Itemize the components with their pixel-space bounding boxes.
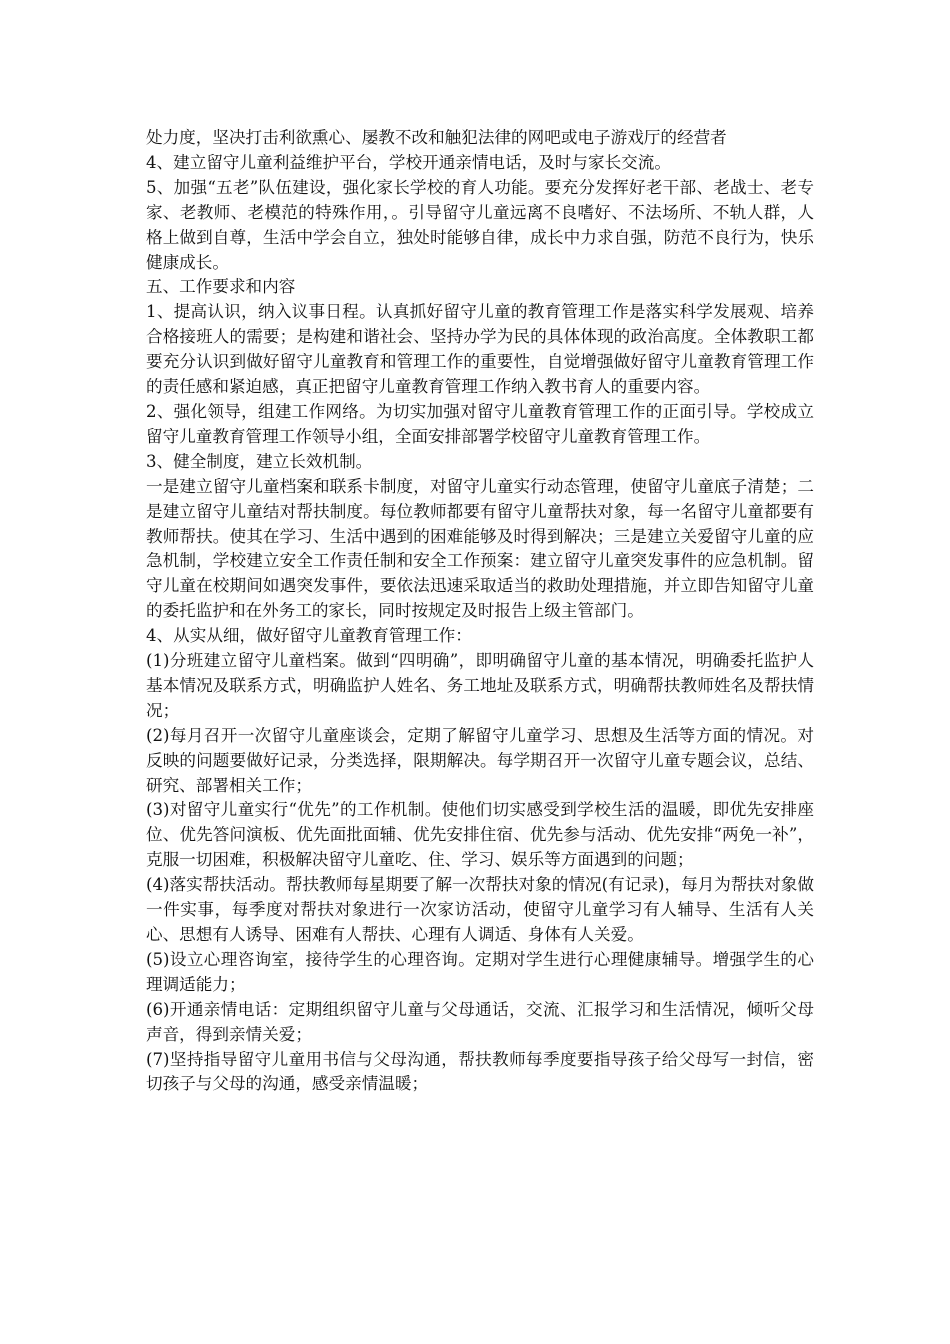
paragraph-enforcement-continued: 处力度，坚决打击利欲熏心、屡教不改和触犯法律的网吧或电子游戏厅的经营者: [146, 128, 727, 147]
list-item-3-priority: (3)对留守儿童实行“优先”的工作机制。使他们切实感受到学校生活的温暖，即优先安排座位、优先答问演板、优先面批面辅、优先安排住宿、优先参与活动、优先安排“两免一补”，克服一切困难，积极解决留守儿童吃、住、学习、娱乐等方面遇到的问题；: [146, 800, 814, 870]
list-item-2-meetings: (2)每月召开一次留守儿童座谈会，定期了解留守儿童学习、思想及生活等方面的情况。对反映的问题要做好记录，分类选择，限期解决。每学期召开一次留守儿童专题会议，总结、研究、部署相关工作；: [146, 725, 814, 795]
list-item-4-assistance: (4)落实帮扶活动。帮扶教师每星期要了解一次帮扶对象的情况(有记录)，每月为帮扶对象做一件实事，每季度对帮扶对象进行一次家访活动，使留守儿童学习有人辅导、生活有人关心、思想有人诱导、困难有人帮扶、心理有人调适、身体有人关爱。: [146, 875, 814, 944]
paragraph-requirement-3-heading: 3、健全制度，建立长效机制。: [146, 451, 373, 471]
section-heading-work-requirements: 五、工作要求和内容: [146, 277, 296, 297]
paragraph-item-4-rights-platform: 4、建立留守儿童利益维护平台，学校开通亲情电话，及时与家长交流。: [146, 152, 671, 172]
list-item-5-counseling: (5)设立心理咨询室，接待学生的心理咨询。定期对学生进行心理健康辅导。增强学生的心理调适能力；: [146, 949, 814, 994]
paragraph-item-5-five-elders: 5、加强“五老”队伍建设，强化家长学校的育人功能。要充分发挥好老干部、老战士、老专家、老教师、老模范的特殊作用，。引导留守儿童远离不良嗜好、不法场所、不轨人群，人格上做到自尊，生活中学会自立，独处时能够自律，成长中力求自强，防范不良行为，快乐健康成长。: [146, 177, 814, 272]
document-page: [146, 126, 814, 1097]
paragraph-requirement-2: 2、强化领导，组建工作网络。为切实加强对留守儿童教育管理工作的正面引导。学校成立留守儿童教育管理工作领导小组，全面安排部署学校留守儿童教育管理工作。: [146, 401, 814, 446]
list-item-6-family-phone: (6)开通亲情电话：定期组织留守儿童与父母通话，交流、汇报学习和生活情况，倾听父母声音，得到亲情关爱；: [146, 999, 814, 1044]
list-item-7-letters: (7)坚持指导留守儿童用书信与父母沟通，帮扶教师每季度要指导孩子给父母写一封信，密切孩子与父母的沟通，感受亲情温暖；: [146, 1049, 814, 1094]
paragraph-requirement-3-body: 一是建立留守儿童档案和联系卡制度，对留守儿童实行动态管理，使留守儿童底子清楚；二是建立留守儿童结对帮扶制度。每位教师都要有留守儿童帮扶对象，每一名留守儿童都要有教师帮扶。使其在学习、生活中遇到的困难能够及时得到解决；三是建立关爱留守儿童的应急机制，学校建立安全工作责任制和安全工作预案：建立留守儿童突发事件的应急机制。留守儿童在校期间如遇突发事件，要依法迅速采取适当的救助处理措施，并立即告知留守儿童的委托监护和在外务工的家长，同时按规定及时报告上级主管部门。: [146, 476, 814, 621]
list-item-1-archives: (1)分班建立留守儿童档案。做到“四明确”，即明确留守儿童的基本情况，明确委托监护人基本情况及联系方式，明确监护人姓名、务工地址及联系方式，明确帮扶教师姓名及帮扶情况；: [146, 651, 814, 720]
paragraph-requirement-4-heading: 4、从实从细，做好留守儿童教育管理工作：: [146, 626, 472, 646]
paragraph-requirement-1: 1、提高认识，纳入议事日程。认真抓好留守儿童的教育管理工作是落实科学发展观、培养合格接班人的需要；是构建和谐社会、坚持办学为民的具体体现的政治高度。全体教职工都要充分认识到做好留守儿童教育和管理工作的重要性，自觉增强做好留守儿童教育管理工作的责任感和紧迫感，真正把留守儿童教育管理工作纳入教书育人的重要内容。: [146, 302, 814, 397]
